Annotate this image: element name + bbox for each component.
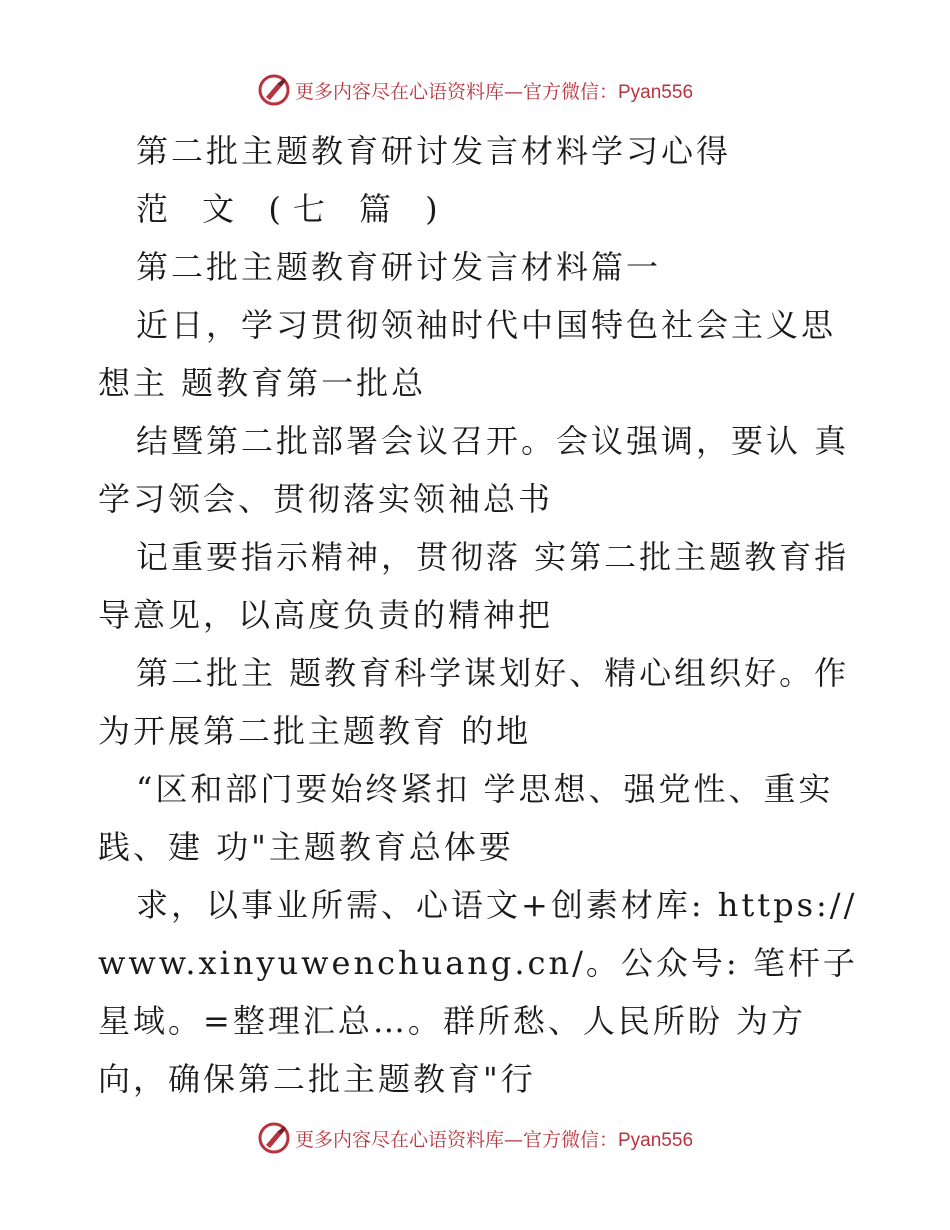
header-watermark-wechat: Pyan556 [618,81,694,103]
header-watermark-text [295,77,693,104]
paragraph-3: 记重要指示精神，贯彻落 实第二批主题教育指导意见，以高度负责的精神把 [98,538,850,634]
document-title-line2: 范 文 (七 篇 ) [136,190,450,228]
pen-logo-icon [257,1121,291,1155]
footer-watermark-main: 更多内容尽在心语资料库—官方微信： [294,1128,618,1151]
paragraph-1: 近日，学习贯彻领袖时代中国特色社会主义思想主 题教育第一批总 [98,306,837,402]
paragraph-2: 结暨第二批部署会议召开。会议强调，要认 真学习领会、贯彻落实领袖总书 [98,422,850,518]
header-watermark [0,70,950,110]
footer-watermark-wechat: Pyan556 [618,1129,694,1151]
section-heading: 第二批主题教育研讨发言材料篇一 [136,248,662,286]
document-body [98,122,858,1108]
paragraph-6: 求，以事业所需、心语文+创素材库: https:// www.xinyuwenchuang.cn/。公众号: 笔杆子星域。=整理汇总…。群所愁、人民所盼 为方向，确保第二批主题教育"行 [98,886,858,1098]
pen-logo-icon [257,73,291,107]
header-watermark-main: 更多内容尽在心语资料库—官方微信： [294,80,618,103]
paragraph-4: 第二批主 题教育科学谋划好、精心组织好。作为开展第二批主题教育 的地 [98,654,850,750]
footer-watermark [0,1118,950,1158]
document-title-line1: 第二批主题教育研讨发言材料学习心得 [136,132,732,170]
paragraph-5: “区和部门要始终紧扣 学思想、强党性、重实践、建 功"主题教育总体要 [98,770,834,866]
footer-watermark-text [295,1125,693,1152]
